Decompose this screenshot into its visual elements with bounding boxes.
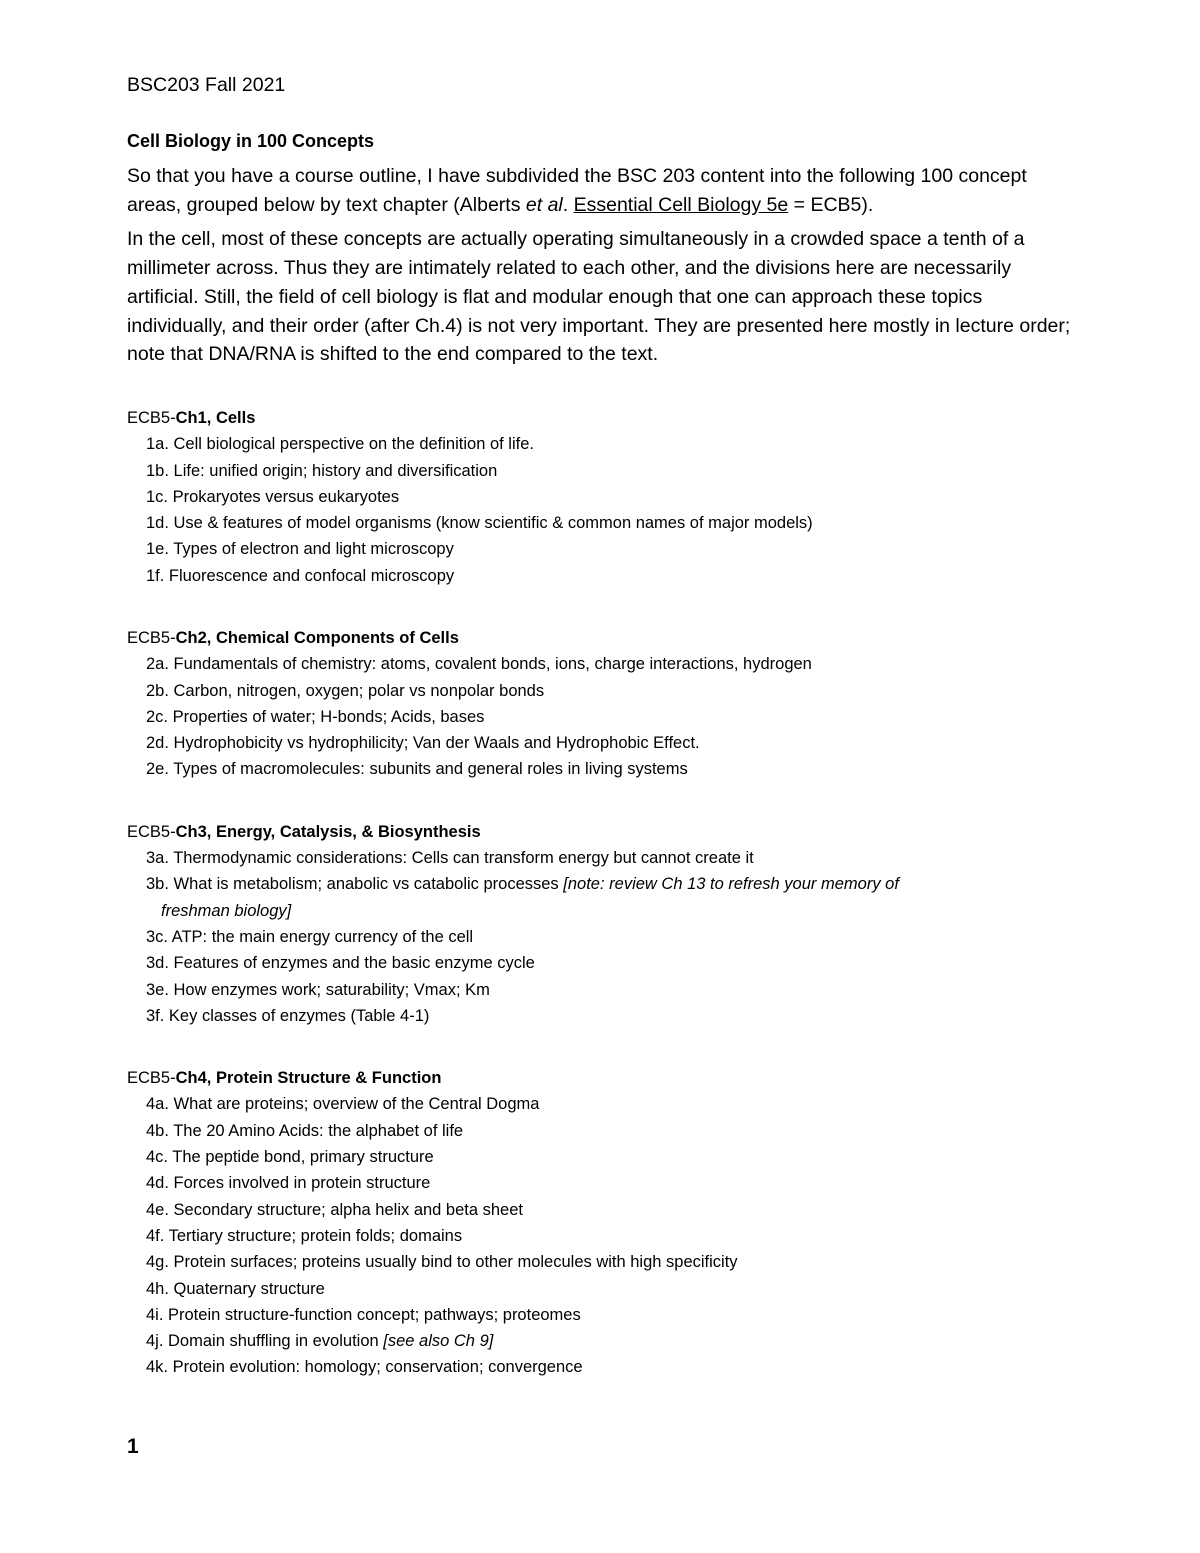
section-title xyxy=(127,625,1072,651)
page-header: BSC203 Fall 2021 xyxy=(127,74,286,96)
list-item: 2c. Properties of water; H-bonds; Acids, bases xyxy=(146,707,485,726)
item-note: [see also Ch 9] xyxy=(383,1332,494,1351)
intro-text: So that you have a course outline, I have subdivided the BSC 203 content into the following 100 concept areas, grouped below by text chapter (Alberts xyxy=(127,165,1027,216)
list-item: 4c. The peptide bond, primary structure xyxy=(146,1148,434,1167)
section-ch1 xyxy=(127,405,1072,589)
section-prefix: ECB5- xyxy=(127,1069,176,1088)
section-title xyxy=(127,405,1072,431)
section-title xyxy=(127,819,1072,845)
list-item: 2d. Hydrophobicity vs hydrophilicity; Van der Waals and Hydrophobic Effect. xyxy=(146,734,700,753)
intro-paragraph-2: In the cell, most of these concepts are actually operating simultaneously in a crowded space a tenth of a millimeter across. Thus they are intimately related to each other, and the divisions here are necessarily artificial. Still, the field of cell biology is flat and modular enough that one can approach these topics individually, and their order (after Ch.4) is not very important. They are presented here mostly in lecture order; note that DNA/RNA is shifted to the end compared to the text. xyxy=(127,228,1071,366)
list-item: 1b. Life: unified origin; history and diversification xyxy=(146,461,498,480)
et-al-text: et al xyxy=(525,193,563,216)
item-text: 3b. What is metabolism; anabolic vs catabolic processes xyxy=(146,875,564,894)
item-text: 4j. Domain shuffling in evolution xyxy=(146,1332,384,1351)
intro-text: = ECB5). xyxy=(788,193,874,216)
list-item: 3f. Key classes of enzymes (Table 4-1) xyxy=(146,1006,430,1025)
list-item: 4b. The 20 Amino Acids: the alphabet of life xyxy=(146,1121,464,1140)
list-item: 4h. Quaternary structure xyxy=(146,1279,325,1298)
section-ch3 xyxy=(127,819,1072,1029)
list-item: 3a. Thermodynamic considerations: Cells can transform energy but cannot create it xyxy=(146,849,754,868)
section-prefix: ECB5- xyxy=(127,408,176,427)
section-prefix: ECB5- xyxy=(127,629,176,647)
section-heading: Ch4, Protein Structure & Function xyxy=(175,1069,442,1088)
section-heading: Ch2, Chemical Components of Cells xyxy=(175,629,459,647)
list-item: 1e. Types of electron and light microscopy xyxy=(146,540,454,559)
list-item: 4e. Secondary structure; alpha helix and beta sheet xyxy=(146,1200,523,1219)
intro-text: . xyxy=(562,193,574,216)
section-heading: Ch1, Cells xyxy=(175,408,256,427)
item-note-continued: freshman biology] xyxy=(161,901,292,920)
page-number: 1 xyxy=(127,1435,139,1458)
book-title: Essential Cell Biology 5e xyxy=(573,193,789,216)
concept-list xyxy=(127,651,1072,782)
list-item: 1d. Use & features of model organisms (know scientific & common names of major models) xyxy=(146,514,813,533)
list-item: 3c. ATP: the main energy currency of the cell xyxy=(146,927,474,946)
concept-list xyxy=(127,845,1072,1029)
list-item: 1c. Prokaryotes versus eukaryotes xyxy=(146,487,400,506)
list-item: 2b. Carbon, nitrogen, oxygen; polar vs nonpolar bonds xyxy=(146,681,545,700)
list-item: 1f. Fluorescence and confocal microscopy xyxy=(146,566,455,585)
list-item xyxy=(127,1328,1072,1354)
section-title xyxy=(127,1065,1072,1091)
page-content xyxy=(127,72,1072,1381)
list-item: 4g. Protein surfaces; proteins usually bind to other molecules with high specificity xyxy=(146,1253,738,1272)
list-item: 4i. Protein structure-function concept; pathways; proteomes xyxy=(146,1305,581,1324)
concept-list xyxy=(127,1091,1072,1380)
list-item: 4f. Tertiary structure; protein folds; domains xyxy=(146,1226,463,1245)
list-item: 2e. Types of macromolecules: subunits and general roles in living systems xyxy=(146,760,688,779)
list-item: 3d. Features of enzymes and the basic enzyme cycle xyxy=(146,954,535,973)
item-note: [note: review Ch 13 to refresh your memory of xyxy=(563,875,899,894)
section-prefix: ECB5- xyxy=(127,822,176,841)
section-ch2 xyxy=(127,625,1072,783)
document-title: Cell Biology in 100 Concepts xyxy=(127,131,375,151)
list-item: 1a. Cell biological perspective on the definition of life. xyxy=(146,435,534,454)
list-item: 2a. Fundamentals of chemistry: atoms, covalent bonds, ions, charge interactions, hydrogen xyxy=(146,655,812,674)
list-item: 4a. What are proteins; overview of the Central Dogma xyxy=(146,1095,540,1114)
section-heading: Ch3, Energy, Catalysis, & Biosynthesis xyxy=(175,822,481,841)
list-item: 4k. Protein evolution: homology; conservation; convergence xyxy=(146,1358,583,1377)
list-item xyxy=(127,871,1072,924)
list-item: 3e. How enzymes work; saturability; Vmax; Km xyxy=(146,980,490,999)
section-ch4 xyxy=(127,1065,1072,1381)
list-item: 4d. Forces involved in protein structure xyxy=(146,1174,431,1193)
intro-paragraph-1 xyxy=(127,162,1072,219)
concept-list xyxy=(127,431,1072,589)
